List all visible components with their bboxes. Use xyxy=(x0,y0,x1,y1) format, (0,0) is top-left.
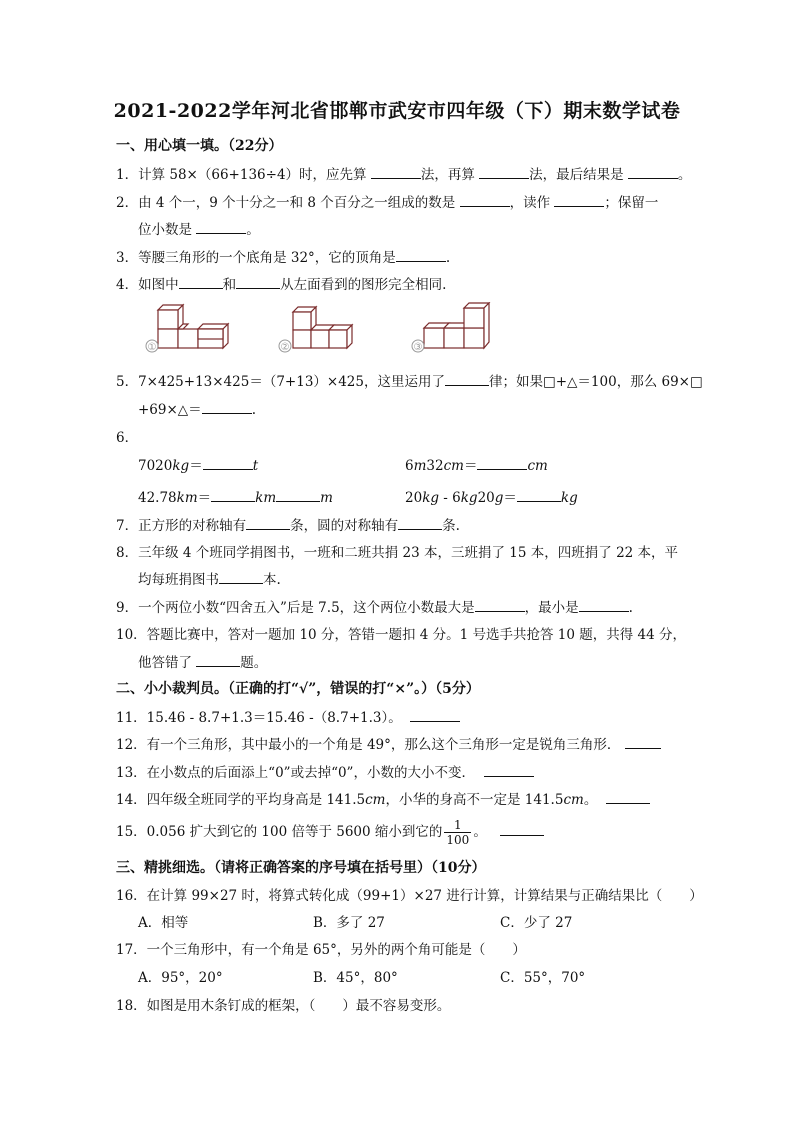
question-6-item-3: 42.78km＝ km m xyxy=(138,490,333,506)
answer-blank[interactable] xyxy=(484,764,534,777)
question-12: 12．有一个三角形，其中最小的一个角是 49°，那么这个三角形一定是锐角三角形． xyxy=(116,733,661,753)
blank[interactable] xyxy=(398,517,442,530)
blank[interactable] xyxy=(475,599,525,612)
blank[interactable] xyxy=(276,489,320,502)
question-11: 11．15.46 - 8.7+1.3＝15.46 -（8.7+1.3）。 xyxy=(116,706,460,726)
option-c[interactable]: C．55°，70° xyxy=(500,970,586,986)
question-3: 3．等腰三角形的一个底角是 32°，它的顶角是 . xyxy=(116,250,451,266)
blank[interactable] xyxy=(196,221,246,234)
section-3-heading: 三、精挑细选。（请将正确答案的序号填在括号里）（10分） xyxy=(116,860,486,876)
answer-blank[interactable] xyxy=(625,736,661,749)
question-16: 16．在计算 99×27 时，将算式转化成（99+1）×27 进行计算，计算结果与正确结果比（ ） xyxy=(116,888,703,904)
blank[interactable] xyxy=(179,276,223,289)
figure-1-label: ① xyxy=(147,342,157,353)
fraction: $\frac{1}{100}$ xyxy=(446,818,470,847)
blank[interactable] xyxy=(579,599,629,612)
question-10-cont: 他答错了 题。 xyxy=(138,655,268,671)
question-4: 4．如图中 和 从左面看到的图形完全相同. xyxy=(116,277,447,293)
blank[interactable] xyxy=(236,276,280,289)
blank[interactable] xyxy=(477,457,527,470)
question-8-cont: 均每班捐图书 本. xyxy=(138,572,281,588)
blank[interactable] xyxy=(196,654,240,667)
section-1-heading: 一、用心填一填。（22分） xyxy=(116,138,283,154)
question-9: 9．一个两位小数“四舍五入”后是 7.5，这个两位小数最大是 ，最小是 . xyxy=(116,600,633,616)
option-b[interactable]: B．45°，80° xyxy=(313,970,398,986)
blank[interactable] xyxy=(628,166,678,179)
cube-figure-1 xyxy=(142,302,237,357)
question-6-item-2: 6m32cm＝ cm xyxy=(405,458,548,474)
option-a[interactable]: A．95°，20° xyxy=(138,970,223,986)
question-6-item-4: 20kg - 6kg20g＝ kg xyxy=(405,490,578,506)
figure-2-label: ② xyxy=(280,342,290,353)
question-6-item-1: 7020kg＝ t xyxy=(138,458,259,474)
cube-figure-2 xyxy=(275,302,370,357)
answer-blank[interactable] xyxy=(606,791,650,804)
figure-3-label: ③ xyxy=(413,342,423,353)
option-c[interactable]: C．少了 27 xyxy=(500,915,573,931)
question-8: 8．三年级 4 个班同学捐图书，一班和二班共捐 23 本，三班捐了 15 本，四班捐了 22 本，平 xyxy=(116,545,679,561)
answer-blank[interactable] xyxy=(410,709,460,722)
question-7: 7．正方形的对称轴有 条，圆的对称轴有 条. xyxy=(116,518,460,534)
question-6: 6． xyxy=(116,430,139,446)
question-5-cont: +69×△＝ . xyxy=(138,402,256,418)
question-2-cont: 位小数是 。 xyxy=(138,222,260,238)
question-10: 10．答题比赛中，答对一题加 10 分，答错一题扣 4 分。1 号选手共抢答 10 题，共得 44 分， xyxy=(116,627,687,643)
question-15: 15．0.056 扩大到它的 100 倍等于 5600 缩小到它的 $\frac{1}{100}$ 。 xyxy=(116,818,544,847)
blank[interactable] xyxy=(479,166,529,179)
question-17: 17．一个三角形中，有一个角是 65°，另外的两个角可能是（ ） xyxy=(116,942,526,958)
question-13: 13．在小数点的后面添上“0”或去掉“0”，小数的大小不变． xyxy=(116,761,534,781)
cube-figure-3 xyxy=(408,302,503,357)
blank[interactable] xyxy=(460,194,510,207)
question-5: 5．7×425+13×425＝（7+13）×425，这里运用了 律；如果□+△＝100，那么 69×□ xyxy=(116,374,703,390)
blank[interactable] xyxy=(445,373,489,386)
question-2: 2．由 4 个一，9 个十分之一和 8 个百分之一组成的数是 ，读作 ；保留一 xyxy=(116,195,659,211)
option-b[interactable]: B．多了 27 xyxy=(313,915,385,931)
blank[interactable] xyxy=(246,517,290,530)
blank[interactable] xyxy=(219,571,263,584)
option-a[interactable]: A．相等 xyxy=(138,915,189,931)
question-14: 14．四年级全班同学的平均身高是 141.5cm，小华的身高不一定是 141.5cm。 xyxy=(116,788,650,808)
blank[interactable] xyxy=(371,166,421,179)
blank[interactable] xyxy=(396,249,446,262)
blank[interactable] xyxy=(202,401,252,414)
question-1: 1．计算 58×（66+136÷4）时，应先算 法，再算 法，最后结果是 。 xyxy=(116,167,692,183)
section-2-heading: 二、小小裁判员。（正确的打“√”，错误的打“×”。）（5分） xyxy=(116,681,480,697)
page-title: 2021-2022学年河北省邯郸市武安市四年级（下）期末数学试卷 xyxy=(113,100,681,122)
blank[interactable] xyxy=(203,457,253,470)
answer-blank[interactable] xyxy=(500,823,544,836)
blank[interactable] xyxy=(554,194,604,207)
blank[interactable] xyxy=(517,489,561,502)
question-18: 18．如图是用木条钉成的框架，（ ）最不容易变形。 xyxy=(116,998,451,1014)
blank[interactable] xyxy=(211,489,255,502)
